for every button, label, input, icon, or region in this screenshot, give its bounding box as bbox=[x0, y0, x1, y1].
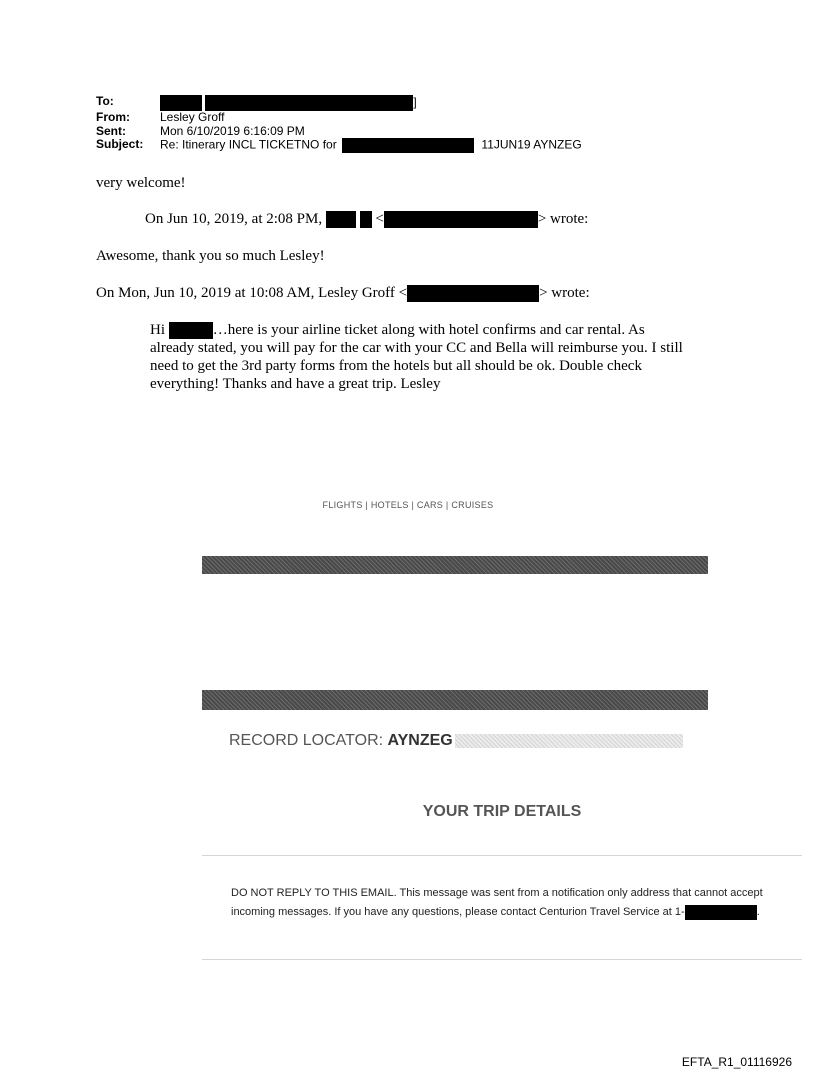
to-row bbox=[96, 95, 582, 111]
locator-fill bbox=[455, 734, 683, 748]
subject-prefix: Re: Itinerary INCL TICKETNO for bbox=[160, 137, 337, 152]
divider bbox=[202, 959, 802, 960]
notice-text: DO NOT REPLY TO THIS EMAIL. This message was sent from a notification only address that cannot accept incoming messages. If you have any questions, please contact Centurion Travel Service at 1- bbox=[231, 887, 763, 918]
redaction bbox=[326, 211, 356, 228]
quote2-suffix: > wrote: bbox=[539, 285, 590, 301]
document-id: EFTA_R1_01116926 bbox=[681, 1055, 792, 1069]
para-text: …here is your airline ticket along with hotel confirms and car rental. As already stated, you will pay for the car with your CC and Bella will reimburse you. I still need to get the 3rd party forms from the hotels but all should be ok. Double check everything! Thanks and have a great trip. Lesley bbox=[150, 322, 683, 393]
sent-value: Mon 6/10/2019 6:16:09 PM bbox=[160, 123, 305, 138]
redaction bbox=[384, 211, 538, 228]
quote1-suffix: > wrote: bbox=[537, 211, 589, 227]
message-paragraph bbox=[150, 321, 690, 393]
to-tail: ] bbox=[413, 95, 417, 110]
notice-end: . bbox=[756, 906, 760, 918]
email-header bbox=[96, 95, 582, 153]
redaction bbox=[342, 138, 474, 153]
para-hi: Hi bbox=[150, 322, 165, 338]
subject-suffix: 11JUN19 AYNZEG bbox=[481, 137, 582, 152]
subject-row bbox=[96, 138, 582, 153]
reply-line: very welcome! bbox=[96, 175, 186, 191]
redaction bbox=[685, 905, 757, 920]
travel-nav: FLIGHTS | HOTELS | CARS | CRUISES bbox=[322, 500, 494, 510]
quote1-prefix: On Jun 10, 2019, at 2:08 PM, bbox=[145, 211, 323, 227]
quote-line-1 bbox=[145, 210, 588, 228]
quote2-prefix: On Mon, Jun 10, 2019 at 10:08 AM, Lesley Groff < bbox=[96, 285, 408, 301]
record-locator bbox=[229, 732, 683, 750]
redaction bbox=[169, 322, 213, 339]
banner-redaction-top bbox=[202, 556, 708, 574]
sent-row bbox=[96, 125, 582, 139]
sent-label: Sent: bbox=[96, 123, 126, 138]
from-label: From: bbox=[96, 110, 130, 124]
divider bbox=[202, 855, 802, 856]
quote-line-2 bbox=[96, 284, 590, 302]
quote1-lt: < bbox=[375, 211, 384, 227]
no-reply-notice bbox=[231, 884, 771, 922]
from-value: Lesley Groff bbox=[160, 110, 225, 124]
record-locator-label: RECORD LOCATOR: bbox=[229, 732, 384, 749]
record-locator-value: AYNZEG bbox=[387, 732, 453, 749]
trip-details-heading: YOUR TRIP DETAILS bbox=[422, 803, 582, 820]
redaction bbox=[160, 95, 202, 111]
banner-redaction-bottom bbox=[202, 690, 708, 710]
subject-label: Subject: bbox=[96, 137, 144, 151]
redaction bbox=[360, 211, 372, 228]
redaction bbox=[205, 95, 413, 111]
from-row bbox=[96, 111, 582, 125]
to-label: To: bbox=[96, 94, 114, 108]
to-value bbox=[160, 95, 417, 111]
subject-value bbox=[160, 138, 582, 153]
redaction bbox=[407, 285, 539, 302]
thanks-line: Awesome, thank you so much Lesley! bbox=[96, 248, 325, 264]
